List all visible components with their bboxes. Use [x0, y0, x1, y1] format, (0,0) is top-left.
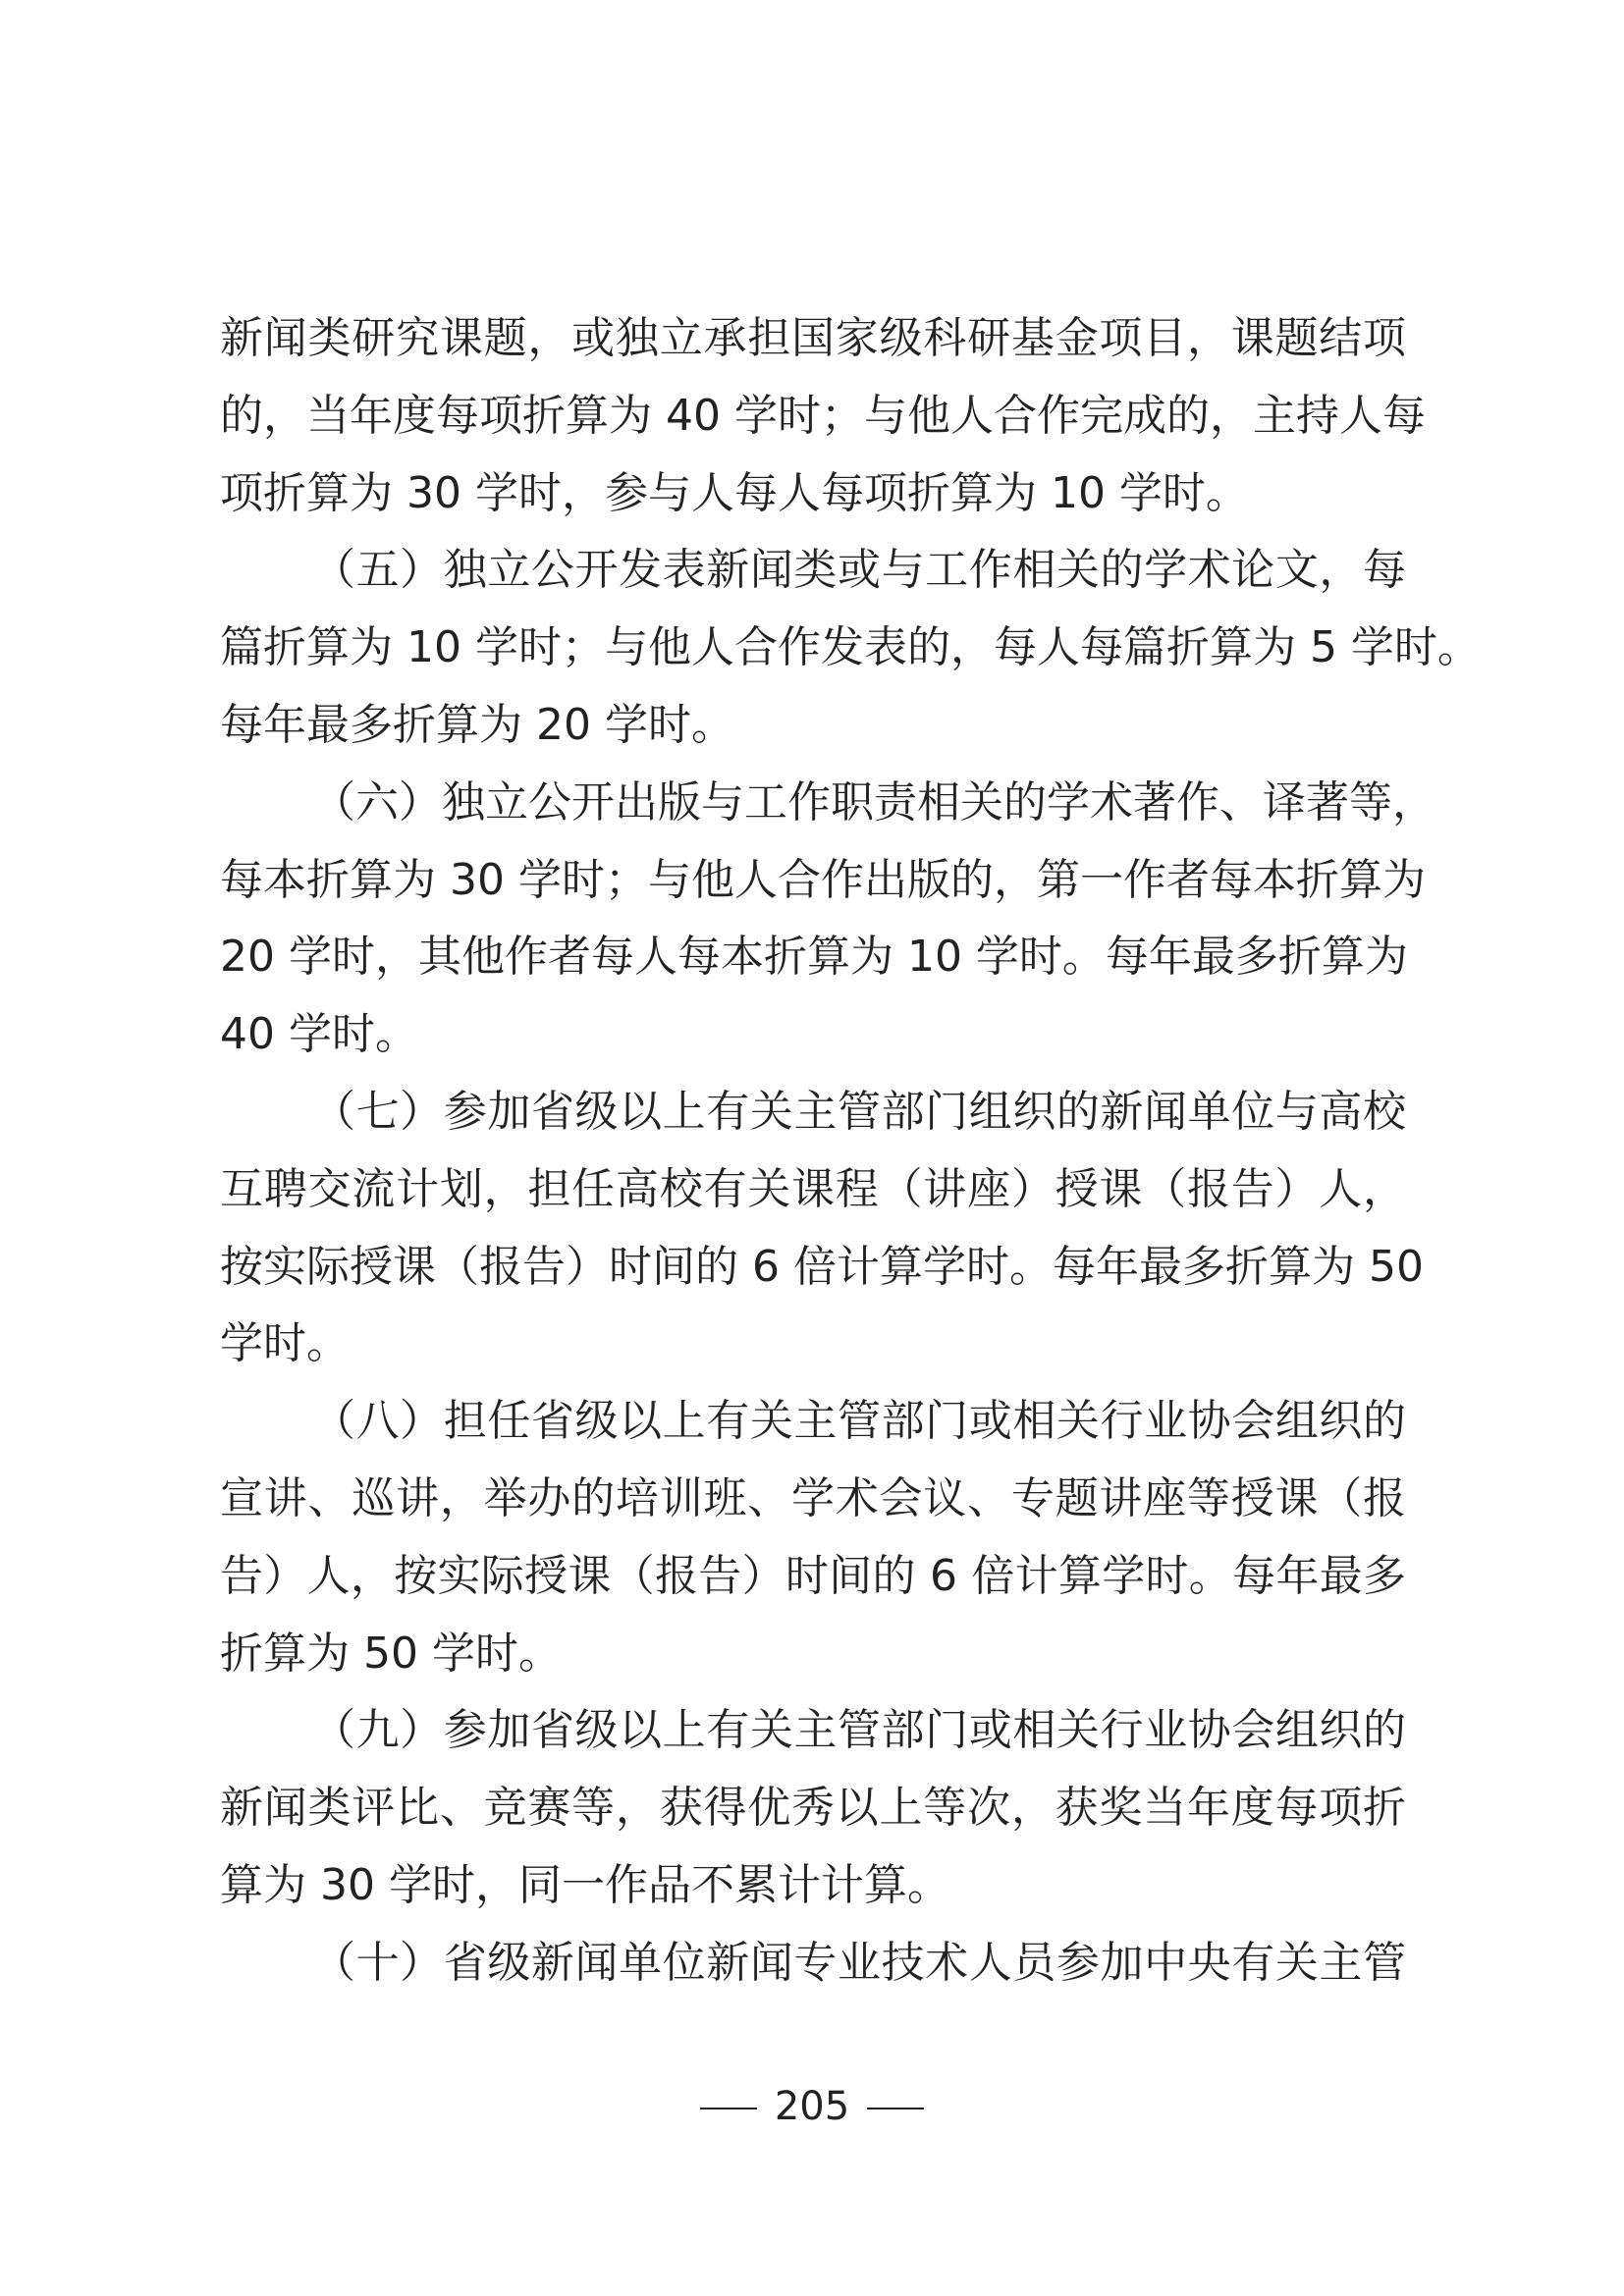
- text-line: 按实际授课（报告）时间的 6 倍计算学时。每年最多折算为 50: [220, 1241, 1424, 1292]
- text-line: 篇折算为 10 学时；与他人合作发表的，每人每篇折算为 5 学时。: [220, 622, 1481, 673]
- footer-dash-right: [867, 2108, 924, 2109]
- text-line: 宣讲、巡讲，举办的培训班、学术会议、专题讲座等授课（报: [220, 1472, 1406, 1523]
- text-line: （九）参加省级以上有关主管部门或相关行业协会组织的: [312, 1705, 1406, 1756]
- text-line: 学时。: [220, 1318, 350, 1369]
- text-line: 告）人，按实际授课（报告）时间的 6 倍计算学时。每年最多: [220, 1550, 1406, 1601]
- text-line: 每本折算为 30 学时；与他人合作出版的，第一作者每本折算为: [220, 854, 1426, 905]
- text-line: 折算为 50 学时。: [220, 1628, 562, 1679]
- text-line: （八）担任省级以上有关主管部门或相关行业协会组织的: [312, 1396, 1406, 1447]
- footer-dash-left: [700, 2108, 757, 2109]
- text-line: 新闻类研究课题，或独立承担国家级科研基金项目，课题结项: [220, 313, 1406, 363]
- text-line: 互聘交流计划，担任高校有关课程（讲座）授课（报告）人，: [220, 1163, 1406, 1214]
- page-footer: [0, 2077, 1624, 2136]
- text-line: 的，当年度每项折算为 40 学时；与他人合作完成的，主持人每: [220, 390, 1426, 441]
- text-line: （五）独立公开发表新闻类或与工作相关的学术论文，每: [312, 545, 1406, 596]
- document-body: [220, 300, 1481, 2002]
- page-number: 205: [774, 2084, 850, 2129]
- text-line: （十）省级新闻单位新闻专业技术人员参加中央有关主管: [312, 1937, 1406, 1988]
- text-line: （六）独立公开出版与工作职责相关的学术著作、译著等，: [312, 776, 1435, 828]
- text-line: 20 学时，其他作者每人每本折算为 10 学时。每年最多折算为: [220, 932, 1408, 983]
- text-line: 每年最多折算为 20 学时。: [220, 699, 734, 750]
- text-line: 项折算为 30 学时，参与人每人每项折算为 10 学时。: [220, 467, 1249, 518]
- text-line: 40 学时。: [220, 1009, 418, 1060]
- text-line: 算为 30 学时，同一作品不累计计算。: [220, 1859, 950, 1910]
- text-line: （七）参加省级以上有关主管部门组织的新闻单位与高校: [312, 1086, 1406, 1137]
- text-line: 新闻类评比、竞赛等，获得优秀以上等次，获奖当年度每项折: [220, 1783, 1406, 1834]
